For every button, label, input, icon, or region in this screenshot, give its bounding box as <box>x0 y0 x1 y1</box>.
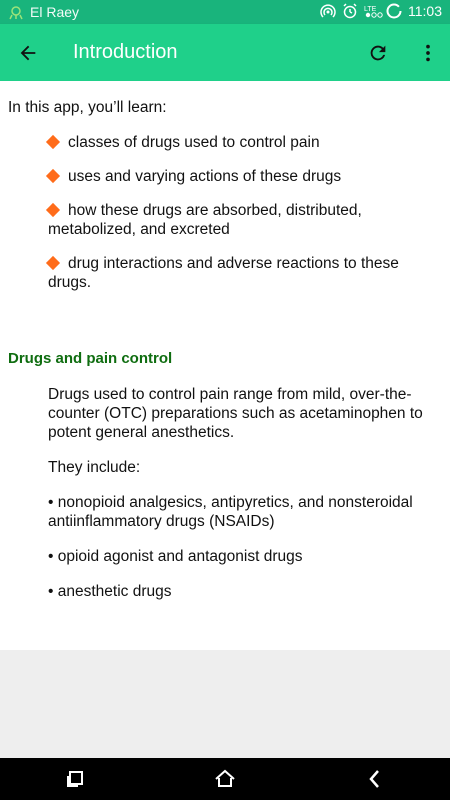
status-bar <box>0 0 450 24</box>
nav-back-button[interactable] <box>345 758 405 800</box>
carrier-name: El Raey <box>30 4 80 20</box>
app-bar <box>0 24 450 81</box>
refresh-button[interactable] <box>350 24 406 81</box>
list-item <box>48 167 440 186</box>
recent-apps-button[interactable] <box>45 758 105 800</box>
home-button[interactable] <box>195 758 255 800</box>
navigation-bar <box>0 758 450 800</box>
arrow-back-icon <box>17 42 39 64</box>
empty-area <box>0 650 450 758</box>
network-label: LTE <box>364 6 377 13</box>
robot-icon <box>8 4 24 20</box>
network-lte-icon <box>364 3 380 19</box>
list-item <box>48 254 440 292</box>
section-body <box>48 385 442 617</box>
alarm-icon <box>342 3 358 19</box>
home-icon <box>214 769 236 789</box>
list-item-text: how these drugs are absorbed, distributed, metabolized, and excreted <box>48 202 362 238</box>
list-item: • anesthetic drugs <box>48 583 172 600</box>
intro-text: In this app, you’ll learn: <box>8 99 167 116</box>
list-item-text: uses and varying actions of these drugs <box>68 168 342 185</box>
diamond-bullet-icon <box>46 203 60 217</box>
learn-list <box>48 133 440 307</box>
section-paragraph: Drugs used to control pain range from mild, over-the-counter (OTC) preparations such as acetaminophen to potent general anesthetics. <box>48 386 423 441</box>
content-area[interactable] <box>0 81 450 650</box>
back-icon <box>366 769 384 789</box>
refresh-icon <box>367 42 389 64</box>
diamond-bullet-icon <box>46 169 60 183</box>
they-include-text: They include: <box>48 459 141 476</box>
list-item: • opioid agonist and antagonist drugs <box>48 548 303 565</box>
section-heading: Drugs and pain control <box>8 350 173 367</box>
overflow-menu-button[interactable] <box>406 24 450 81</box>
more-vert-icon <box>417 42 439 64</box>
diamond-bullet-icon <box>46 256 60 270</box>
list-item <box>48 201 440 239</box>
list-item <box>48 133 440 152</box>
clock: 11:03 <box>408 3 442 19</box>
battery-icon <box>386 3 402 19</box>
list-item-text: classes of drugs used to control pain <box>68 134 320 151</box>
back-button[interactable] <box>0 24 56 81</box>
page-title: Introduction <box>73 41 178 63</box>
list-item-text: drug interactions and adverse reactions to these drugs. <box>48 255 399 291</box>
diamond-bullet-icon <box>46 135 60 149</box>
list-item: • nonopioid analgesics, antipyretics, and nonsteroidal antiinflammatory drugs (NSAIDs) <box>48 494 413 530</box>
hotspot-icon <box>320 3 336 19</box>
recent-apps-icon <box>65 769 85 789</box>
